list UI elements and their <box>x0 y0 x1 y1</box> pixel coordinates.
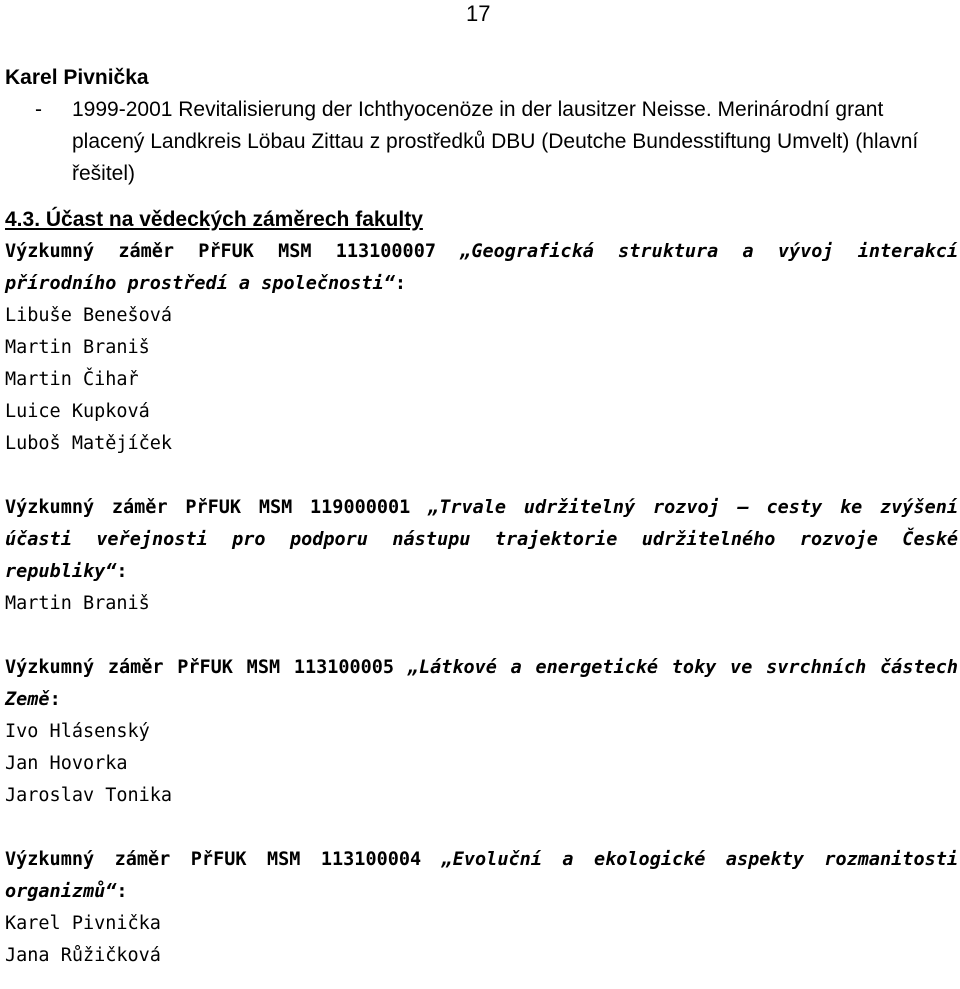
intro-item-text: 1999-2001 Revitalisierung der Ichthyocenöze in der lausitzer Neisse. Merinárodní grant placený Landkreis Löbau Zittau z prostředků DBU (Deutche Bundesstiftung Umvelt) (hlavní řešitel) <box>72 98 919 185</box>
project-members <box>5 716 958 812</box>
member-name: Jaroslav Tonika <box>5 785 173 806</box>
page-number: 17 <box>466 1 491 26</box>
member-name: Martin Braniš <box>5 593 150 614</box>
intro-list-item <box>5 94 958 190</box>
project-prefix: Výzkumný záměr PřFUK MSM 113100004 <box>5 849 442 870</box>
member-name: Jan Hovorka <box>5 753 128 774</box>
project-name: „Geografická struktura a vývoj interakcí přírodního prostředí a společnosti“ <box>5 241 958 294</box>
project-name: „Evoluční a ekologické aspekty rozmanitosti organizmů“ <box>5 849 958 902</box>
member-name: Karel Pivnička <box>5 913 161 934</box>
member-name: Luboš Matějíček <box>5 433 173 454</box>
research-project-title <box>5 492 958 588</box>
section-heading: 4.3. Účast na vědeckých záměrech fakulty <box>5 208 423 231</box>
member-name: Libuše Benešová <box>5 305 173 326</box>
research-project-title <box>5 236 958 300</box>
document-body <box>5 62 958 972</box>
project-suffix: : <box>49 689 61 710</box>
member-name: Luice Kupková <box>5 401 150 422</box>
project-name: „Trvale udržitelný rozvoj – cesty ke zvýšení účasti veřejnosti pro podporu nástupu trajektorie udržitelného rozvoje České republiky“ <box>5 497 959 582</box>
project-members <box>5 908 958 972</box>
member-name: Martin Braniš <box>5 337 150 358</box>
member-name: Ivo Hlásenský <box>5 721 150 742</box>
project-members <box>5 300 958 460</box>
research-project-title <box>5 844 958 908</box>
project-suffix: : <box>116 561 128 582</box>
member-name: Martin Čihař <box>5 369 139 390</box>
project-prefix: Výzkumný záměr PřFUK MSM 113100005 <box>5 657 408 678</box>
project-prefix: Výzkumný záměr PřFUK MSM 113100007 <box>5 241 461 262</box>
member-name: Jana Růžičková <box>5 945 161 966</box>
intro-author: Karel Pivnička <box>5 66 149 89</box>
project-suffix: : <box>394 273 406 294</box>
project-members <box>5 588 958 620</box>
list-dash: - <box>35 98 42 121</box>
project-suffix: : <box>116 881 128 902</box>
project-prefix: Výzkumný záměr PřFUK MSM 119000001 <box>5 497 429 518</box>
research-project-title <box>5 652 958 716</box>
project-name: „Látkové a energetické toky ve svrchních částech Země <box>5 657 959 710</box>
